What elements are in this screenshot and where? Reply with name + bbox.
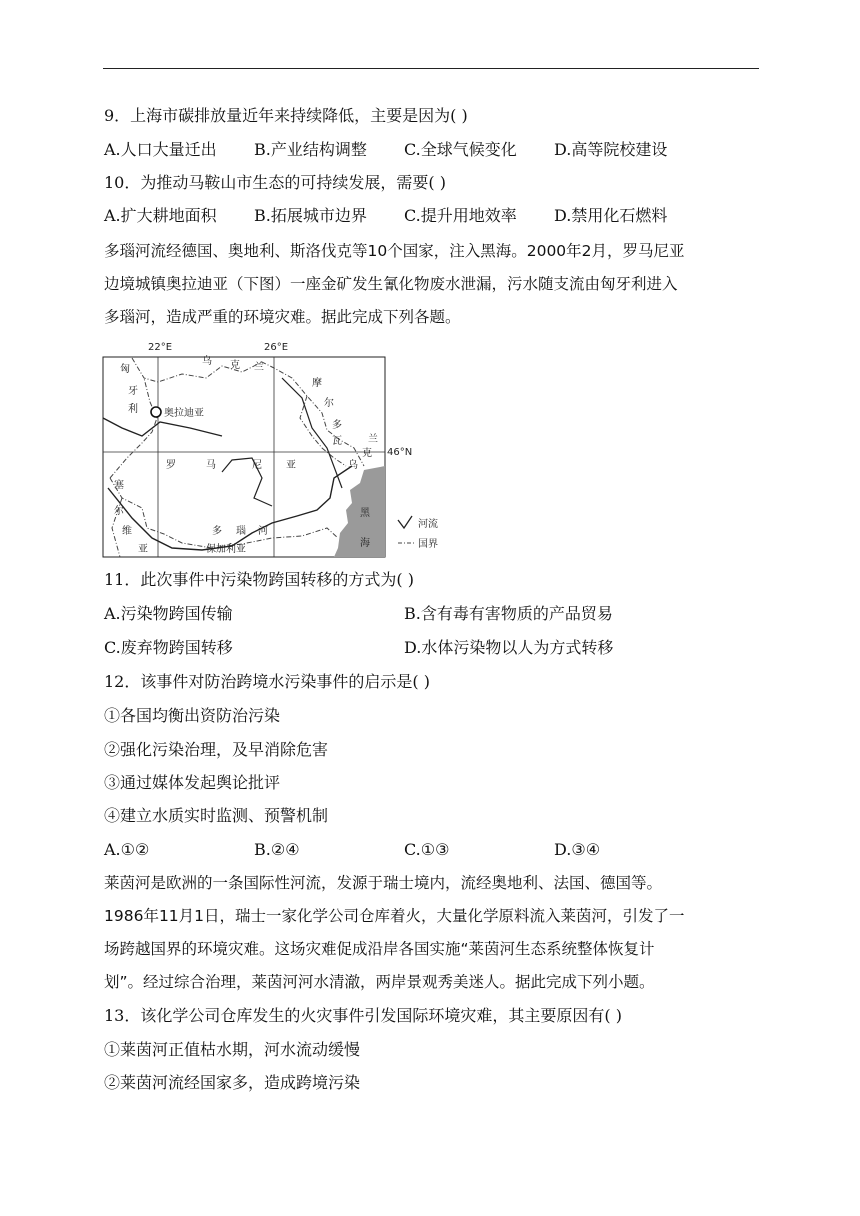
passage-2-line-4: 划”。经过综合治理，莱茵河河水清澈，两岸景观秀美迷人。据此完成下列小题。: [104, 973, 655, 991]
label-ukraine-3: 兰: [254, 362, 264, 373]
question-12-item-4: ④建立水质实时监测、预警机制: [104, 806, 329, 825]
label-romania-1: 罗: [166, 460, 176, 471]
header-rule: [103, 68, 759, 69]
river-danube: [108, 466, 352, 550]
question-13-stem: 13．该化学公司仓库发生的火灾事件引发国际环境灾难，其主要原因有( ): [104, 1006, 622, 1025]
label-hungary-1: 匈: [120, 364, 130, 375]
question-10-option-c: C.提升用地效率: [404, 206, 517, 225]
label-moldova-4: 瓦: [332, 436, 342, 447]
label-serbia-3: 维: [122, 526, 132, 537]
question-10-stem: 10．为推动马鞍山市生态的可持续发展，需要( ): [104, 173, 446, 192]
question-12-item-2: ②强化污染治理，及早消除危害: [104, 740, 329, 759]
river-tributary: [103, 418, 222, 436]
question-12-option-d: D.③④: [554, 840, 601, 859]
label-serbia-2: 尔: [114, 506, 124, 517]
question-10-option-b: B.拓展城市边界: [254, 206, 367, 225]
passage-2-line-1: 莱茵河是欧洲的一条国际性河流，发源于瑞士境内，流经奥地利、法国、德国等。: [104, 874, 663, 892]
label-ukraine-east-3: 乌: [348, 460, 358, 471]
label-romania-4: 亚: [286, 460, 296, 471]
label-danube-2: 瑙: [236, 526, 246, 537]
question-12-stem: 12．该事件对防治跨境水污染事件的启示是( ): [104, 672, 430, 691]
label-ukraine-east-2: 克: [362, 448, 372, 459]
label-bulgaria: 保加利亚: [206, 544, 246, 555]
question-12-item-1: ①各国均衡出资防治污染: [104, 706, 281, 725]
label-ukraine-1: 乌: [202, 356, 212, 367]
passage-2-line-3: 场跨越国界的环境灾难。这场灾难促成沿岸各国实施“莱茵河生态系统整体恢复计: [104, 940, 655, 958]
passage-1-line-1: 多瑙河流经德国、奥地利、斯洛伐克等10个国家，注入黑海。2000年2月，罗马尼亚: [104, 242, 685, 260]
label-ukraine-east-1: 兰: [368, 434, 378, 445]
label-moldova-3: 多: [332, 420, 342, 431]
passage-1-line-3: 多瑙河，造成严重的环境灾难。据此完成下列各题。: [104, 308, 461, 326]
question-11-option-d: D.水体污染物以人为方式转移: [404, 638, 614, 657]
question-12-option-c: C.①③: [404, 840, 450, 859]
question-10-option-d: D.禁用化石燃料: [554, 206, 668, 225]
question-9-option-d: D.高等院校建设: [554, 140, 668, 159]
question-9-stem: 9．上海市碳排放量近年来持续降低，主要是因为( ): [104, 106, 468, 125]
question-9-option-c: C.全球气候变化: [404, 140, 517, 159]
lon-label-22e: 22°E: [148, 342, 173, 353]
label-hungary-3: 利: [128, 404, 138, 415]
question-12-option-a: A.①②: [104, 840, 150, 859]
label-danube-3: 河: [258, 526, 268, 537]
question-11-option-b: B.含有毒有害物质的产品贸易: [404, 604, 613, 623]
question-12-option-b: B.②④: [254, 840, 300, 859]
city-label-oradea: 奥拉迪亚: [164, 408, 204, 419]
question-9-option-b: B.产业结构调整: [254, 140, 367, 159]
label-moldova-1: 摩: [312, 378, 322, 389]
label-danube-1: 多: [212, 526, 222, 537]
passage-2-line-2: 1986年11月1日，瑞士一家化学公司仓库着火，大量化学原料流入莱茵河，引发了一: [104, 907, 685, 925]
border-south: [110, 478, 338, 548]
label-moldova-2: 尔: [324, 398, 334, 409]
label-serbia-1: 塞: [114, 480, 124, 491]
legend-river-symbol: [398, 516, 412, 528]
question-11-stem: 11．此次事件中污染物跨国转移的方式为( ): [104, 570, 414, 589]
question-13-item-1: ①莱茵河正值枯水期，河水流动缓慢: [104, 1040, 361, 1059]
question-11-option-a: A.污染物跨国传输: [104, 604, 233, 623]
lat-label-46n: 46°N: [387, 447, 413, 458]
lon-label-26e: 26°E: [264, 342, 289, 353]
river-branch: [222, 458, 272, 506]
legend-river-label: 河流: [418, 519, 438, 530]
question-9-option-a: A.人口大量迁出: [104, 140, 217, 159]
label-romania-2: 马: [206, 460, 216, 471]
border-moldova: [300, 396, 346, 466]
label-ukraine-2: 克: [230, 360, 240, 371]
oradea-city-marker: [151, 407, 161, 417]
passage-1-line-2: 边境城镇奥拉迪亚（下图）一座金矿发生氰化物废水泄漏，污水随支流由匈牙利进入: [104, 275, 678, 293]
label-romania-3: 尼: [252, 460, 262, 471]
question-12-item-3: ③通过媒体发起舆论批评: [104, 773, 281, 792]
label-black-sea-1: 黑: [360, 508, 370, 519]
legend-border-label: 国界: [418, 539, 438, 550]
question-13-item-2: ②莱茵河流经国家多，造成跨境污染: [104, 1073, 361, 1092]
danube-region-map: [102, 338, 450, 560]
label-serbia-4: 亚: [138, 544, 148, 555]
question-10-option-a: A.扩大耕地面积: [104, 206, 217, 225]
question-11-option-c: C.废弃物跨国转移: [104, 638, 233, 657]
label-black-sea-2: 海: [360, 538, 370, 549]
river-prut: [282, 378, 342, 488]
label-hungary-2: 牙: [128, 386, 138, 397]
